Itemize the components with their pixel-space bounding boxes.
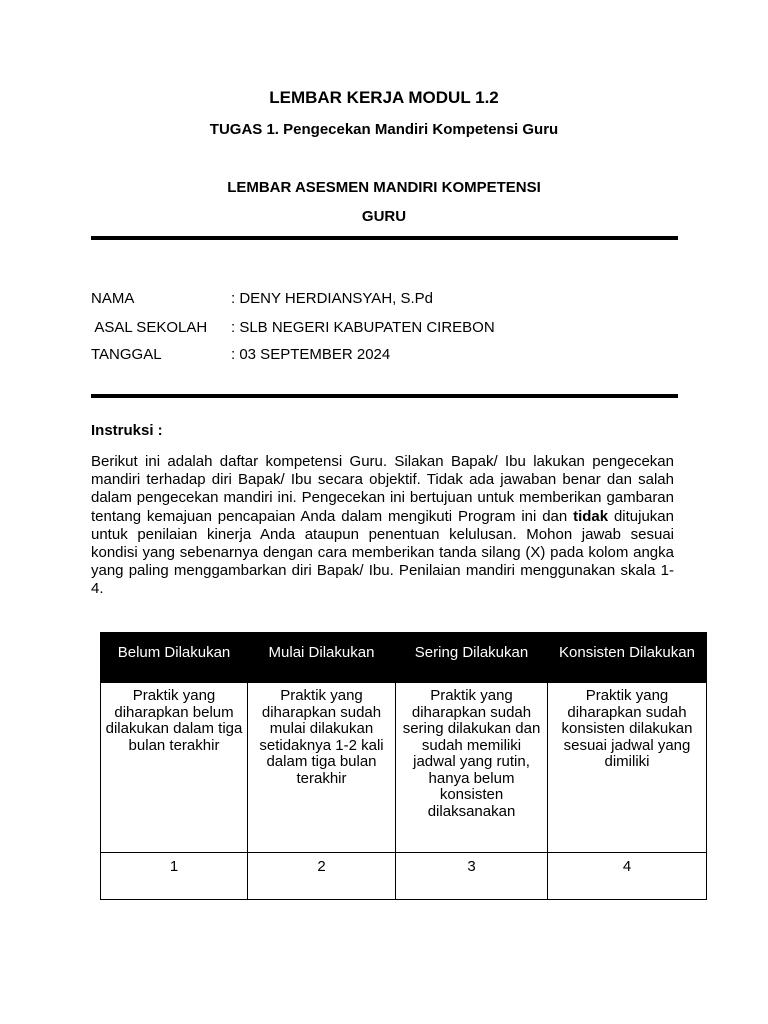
instructions-text-after: ditujukan untuk penilaian kinerja Anda ataupun penentuan kelulusan. Mohon jawab sesuai kondisi yang sebenarnya dengan cara memberikan tanda silang (X) pada kolom angka yang paling menggambarkan diri Bapak/ Ibu. Penilaian mandiri menggunakan skala 1-4. (91, 507, 674, 598)
document-title: LEMBAR KERJA MODUL 1.2 (269, 88, 499, 107)
scale-header-row (101, 633, 707, 683)
section-title-line-2: GURU (361, 208, 407, 225)
scale-number-1: 1 (101, 853, 248, 900)
top-divider (91, 236, 678, 240)
instructions-bold-word: tidak (573, 507, 609, 525)
document-subtitle: TUGAS 1. Pengecekan Mandiri Kompetensi Guru (209, 121, 559, 138)
description-belum-dilakukan: Praktik yang diharapkan belum dilakukan dalam tiga bulan terakhir (101, 683, 248, 853)
header-sering-dilakukan: Sering Dilakukan (396, 633, 548, 683)
scale-number-2: 2 (248, 853, 396, 900)
name-label: NAMA (91, 290, 135, 307)
description-konsisten-dilakukan: Praktik yang diharapkan sudah konsisten dilakukan sesuai jadwal yang dimiliki (548, 683, 707, 853)
scale-description-row (101, 683, 707, 853)
header-mulai-dilakukan: Mulai Dilakukan (248, 633, 396, 683)
section-title-line-1: LEMBAR ASESMEN MANDIRI KOMPETENSI (227, 179, 541, 196)
scale-number-row (101, 853, 707, 900)
description-mulai-dilakukan: Praktik yang diharapkan sudah mulai dilakukan setidaknya 1-2 kali dalam tiga bulan terakhir (248, 683, 396, 853)
instructions-paragraph (91, 453, 674, 599)
school-value: : SLB NEGERI KABUPATEN CIREBON (231, 319, 495, 336)
instructions-label: Instruksi : (91, 422, 163, 439)
header-konsisten-dilakukan: Konsisten Dilakukan (548, 633, 707, 683)
date-value: : 03 SEPTEMBER 2024 (231, 346, 391, 363)
name-value: : DENY HERDIANSYAH, S.Pd (231, 290, 434, 307)
instructions-text-before: Berikut ini adalah daftar kompetensi Guru. Silakan Bapak/ Ibu lakukan pengecekan mandiri terhadap diri Bapak/ Ibu secara objektif. Tidak ada jawaban benar dan salah dalam pengecekan mandiri ini. Pengecekan ini bertujuan untuk memberikan gambaran tentang kemajuan pencapaian Anda dalam mengikuti Program ini dan (91, 453, 674, 525)
bottom-divider (91, 394, 678, 398)
scale-number-3: 3 (396, 853, 548, 900)
school-label: ASAL SEKOLAH (91, 319, 208, 336)
date-label: TANGGAL (91, 346, 162, 363)
description-sering-dilakukan: Praktik yang diharapkan sudah sering dilakukan dan sudah memiliki jadwal yang rutin, hanya belum konsisten dilaksanakan (396, 683, 548, 853)
scale-table (100, 632, 707, 900)
header-belum-dilakukan: Belum Dilakukan (101, 633, 248, 683)
scale-number-4: 4 (548, 853, 707, 900)
